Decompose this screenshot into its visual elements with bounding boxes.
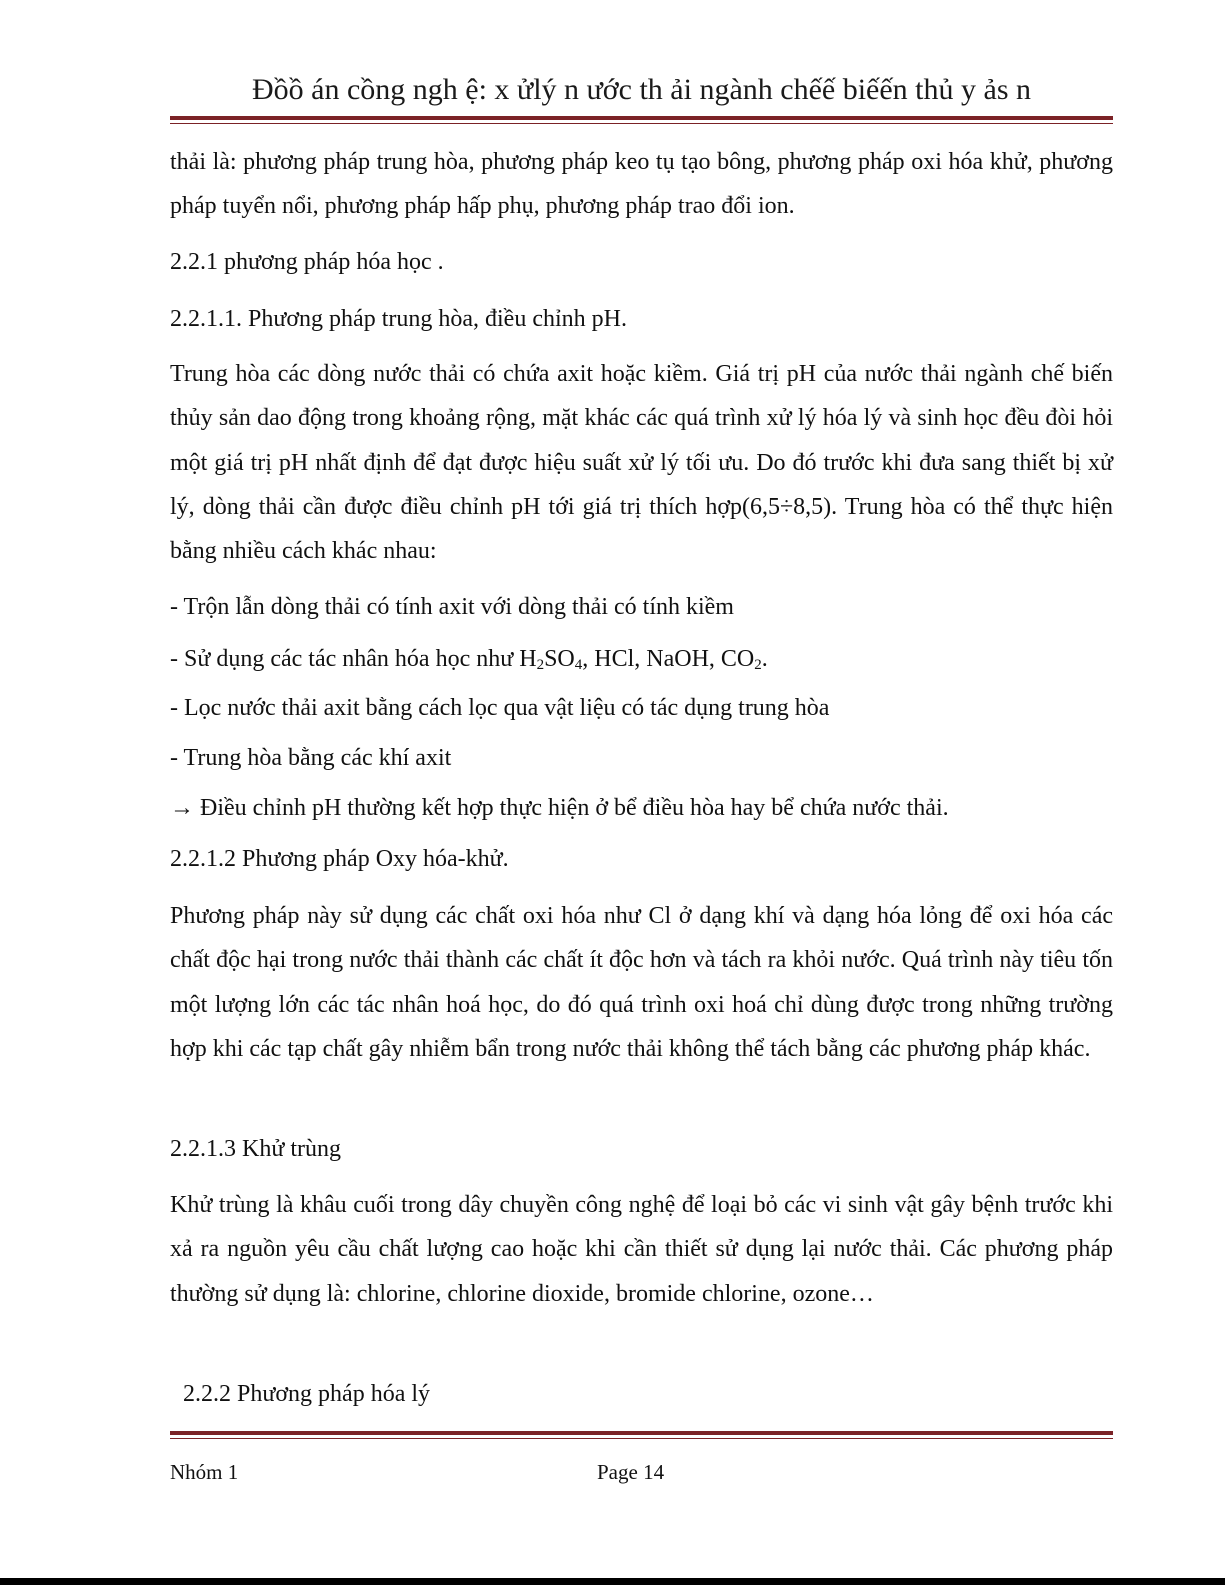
heading-2-2-1-3: 2.2.1.3 Khử trùng bbox=[170, 1136, 341, 1162]
neutralization-paragraph: Trung hòa các dòng nước thải có chứa axit hoặc kiềm. Giá trị pH của nước thải ngành chế biến thủy sản dao động trong khoảng rộng, mặt khác các quá trình xử lý hóa lý và sinh học đều đòi hỏi một giá trị pH nhất định để đạt được hiệu suất xử lý tối ưu. Do đó trước khi đưa sang thiết bị xử lý, dòng thải cần được điều chỉnh pH tới giá trị thích hợp(6,5÷8,5). Trung hòa có thể thực hiện bằng nhiều cách khác nhau: bbox=[170, 361, 1113, 565]
heading-2-2-1: 2.2.1 phương pháp hóa học . bbox=[170, 249, 444, 275]
footer-group: Nhóm 1 bbox=[170, 1460, 239, 1484]
header-rule-thick bbox=[170, 116, 1113, 120]
footer-rule-thick bbox=[170, 1431, 1113, 1435]
heading-2-2-1-1: 2.2.1.1. Phương pháp trung hòa, điều chỉnh pH. bbox=[170, 306, 627, 332]
ph-conclusion: → Điều chỉnh pH thường kết hợp thực hiện ở bể điều hòa hay bể chứa nước thải. bbox=[170, 795, 949, 821]
heading-2-2-1-2: 2.2.1.2 Phương pháp Oxy hóa-khử. bbox=[170, 846, 509, 872]
bullet-chemical-agents: - Sử dụng các tác nhân hóa học như $H_2SO_4$, HCl, NaOH, $CO_2$. bbox=[170, 646, 768, 673]
bullet-filter-material: - Lọc nước thải axit bằng cách lọc qua vật liệu có tác dụng trung hòa bbox=[170, 695, 830, 721]
intro-paragraph: thải là: phương pháp trung hòa, phương pháp keo tụ tạo bông, phương pháp oxi hóa khử, phương pháp tuyển nổi, phương pháp hấp phụ, phương pháp trao đổi ion. bbox=[170, 149, 1113, 220]
header-rule-thin bbox=[170, 123, 1113, 124]
heading-2-2-2: 2.2.2 Phương pháp hóa lý bbox=[183, 1381, 431, 1407]
disinfection-paragraph: Khử trùng là khâu cuối trong dây chuyền công nghệ để loại bỏ các vi sinh vật gây bệnh trước khi xả ra nguồn yêu cầu chất lượng cao hoặc khi cần thiết sử dụng lại nước thải. Các phương pháp thường sử dụng là: chlorine, chlorine dioxide, bromide chlorine, ozone… bbox=[170, 1192, 1113, 1307]
header-title: Đồồ án cồng ngh ệ: x ửlý n ước th ải ngành chếế biếến thủ y ảs n bbox=[251, 73, 1032, 106]
bullet-mix-streams: - Trộn lẫn dòng thải có tính axit với dòng thải có tính kiềm bbox=[170, 594, 734, 620]
footer-rule-thin bbox=[170, 1438, 1113, 1439]
redox-paragraph: Phương pháp này sử dụng các chất oxi hóa như Cl ở dạng khí và dạng hóa lỏng để oxi hóa các chất độc hại trong nước thải thành các chất ít độc hơn và tách ra khỏi nước. Quá trình này tiêu tốn một lượng lớn các tác nhân hoá học, do đó quá trình oxi hoá chỉ dùng được trong những trường hợp khi các tạp chất gây nhiễm bẩn trong nước thải không thể tách bằng các phương pháp khác. bbox=[170, 903, 1113, 1062]
footer-page-number: Page 14 bbox=[597, 1460, 665, 1484]
bullet-acid-gas: - Trung hòa bằng các khí axit bbox=[170, 745, 452, 771]
page-bottom-edge bbox=[0, 1578, 1225, 1585]
